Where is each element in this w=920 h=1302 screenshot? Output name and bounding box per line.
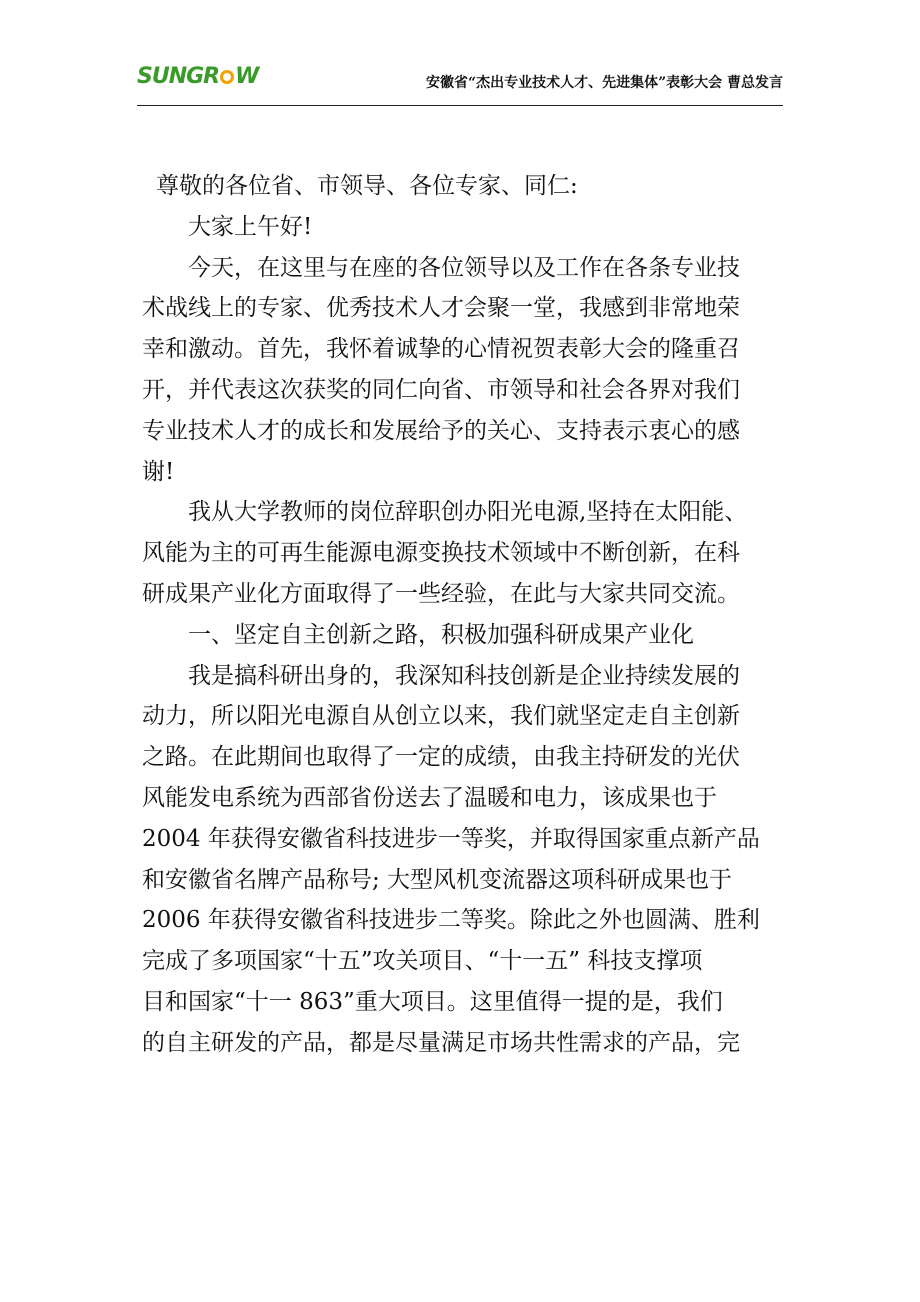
body-line: 术战线上的专家、优秀技术人才会聚一堂，我感到非常地荣: [142, 295, 740, 322]
body-line: 一、坚定自主创新之路，积极加强科研成果产业化: [188, 621, 694, 648]
body-line: 风能发电系统为西部省份送去了温暖和电力，该成果也于: [142, 784, 717, 811]
body-line: 动力，所以阳光电源自从创立以来，我们就坚定走自主创新: [142, 703, 740, 730]
body-line: 完成了多项国家“十五”攻关项目、“十一五” 科技支撑项: [142, 948, 703, 975]
body-line: 2006 年获得安徽省科技进步二等奖。除此之外也圆满、胜利: [142, 907, 760, 934]
speech-body: [142, 166, 782, 1064]
sungrow-logo: SUNGR W: [137, 64, 259, 89]
body-line: 目和国家“十一 863”重大项目。这里值得一提的是，我们: [142, 988, 723, 1015]
body-line: 之路。在此期间也取得了一定的成绩，由我主持研发的光伏: [142, 744, 740, 771]
body-line: 2004 年获得安徽省科技进步一等奖，并取得国家重点新产品: [142, 825, 760, 852]
header-rule: [137, 105, 783, 106]
body-line: 风能为主的可再生能源电源变换技术领域中不断创新，在科: [142, 540, 740, 567]
body-line: 大家上午好!: [188, 213, 313, 240]
body-line: 谢!: [142, 458, 175, 485]
body-line: 我是搞科研出身的，我深知科技创新是企业持续发展的: [188, 662, 740, 689]
body-line: 和安徽省名牌产品称号; 大型风机变流器这项科研成果也于: [142, 866, 733, 893]
body-line: 幸和激动。首先，我怀着诚挚的心情祝贺表彰大会的隆重召: [142, 336, 740, 363]
page-header: [137, 62, 783, 106]
body-line: 研成果产业化方面取得了一些经验，在此与大家共同交流。: [142, 580, 740, 607]
body-line: 我从大学教师的岗位辞职创办阳光电源,坚持在太阳能、: [188, 499, 748, 526]
header-title: 安徽省“杰出专业技术人才、先进集体”表彰大会 曹总发言: [426, 75, 783, 91]
body-line: 今天，在这里与在座的各位领导以及工作在各条专业技: [188, 254, 740, 281]
body-line: 开，并代表这次获奖的同仁向省、市领导和社会各界对我们: [142, 376, 740, 403]
body-line: 尊敬的各位省、市领导、各位专家、同仁:: [156, 173, 578, 199]
body-line: 的自主研发的产品，都是尽量满足市场共性需求的产品，完: [142, 1029, 740, 1056]
body-line: 专业技术人才的成长和发展给予的关心、支持表示衷心的感: [142, 417, 740, 444]
sun-icon: [220, 70, 234, 84]
